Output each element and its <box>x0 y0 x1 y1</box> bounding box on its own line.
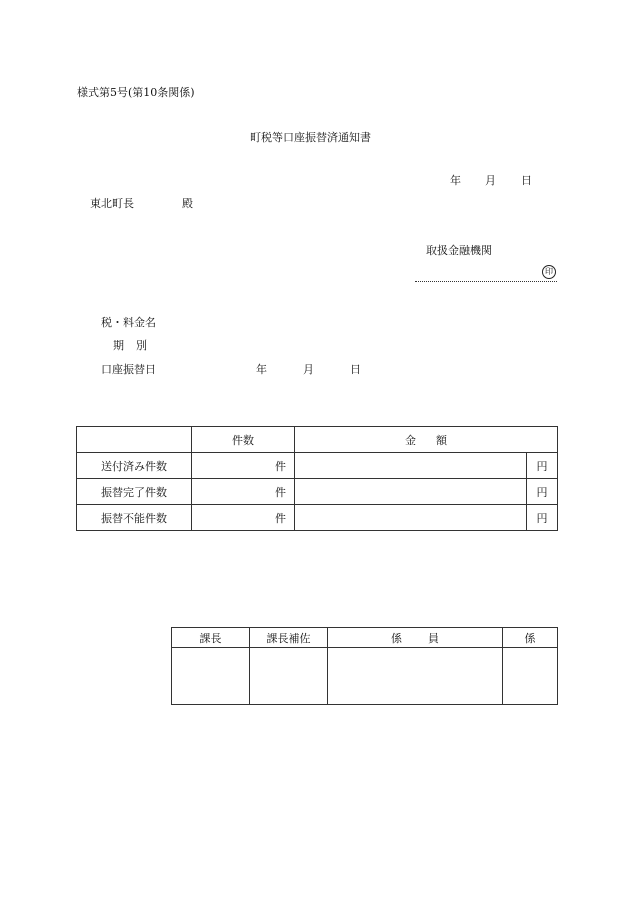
table-row <box>77 505 558 531</box>
amount-unit: 円 <box>527 479 558 505</box>
document-title: 町税等口座振替済通知書 <box>250 131 371 144</box>
stamp-box-deputy <box>250 648 328 705</box>
amount-unit: 円 <box>527 453 558 479</box>
summary-header-empty <box>77 427 192 453</box>
seal-icon: 印 <box>542 265 556 279</box>
addressee-honorific: 殿 <box>182 197 193 210</box>
institution-label: 取扱金融機関 <box>426 244 492 257</box>
approval-col-chief: 課長 <box>172 628 250 648</box>
count-unit: 件 <box>192 479 295 505</box>
approval-table <box>171 627 558 705</box>
approval-header-row <box>172 628 558 648</box>
date-day: 日 <box>521 174 532 187</box>
approval-col-staff <box>328 628 503 648</box>
stamp-box-staff <box>328 648 503 705</box>
amount-cell <box>295 479 527 505</box>
period-label-2: 別 <box>136 339 147 352</box>
header-amount-1: 金 <box>405 433 416 447</box>
tax-name-label: 税・料金名 <box>101 316 156 329</box>
amount-cell <box>295 505 527 531</box>
transfer-date-label: 口座振替日 <box>101 363 156 376</box>
date-month: 月 <box>485 174 496 187</box>
approval-col-staff-2: 員 <box>428 631 439 645</box>
amount-unit: 円 <box>527 505 558 531</box>
count-unit: 件 <box>192 505 295 531</box>
table-row <box>77 479 558 505</box>
summary-table <box>76 426 558 531</box>
transfer-date-day: 日 <box>350 363 361 376</box>
row-label-sent: 送付済み件数 <box>77 453 192 479</box>
form-number: 様式第5号(第10条関係) <box>77 86 195 99</box>
summary-header-row <box>77 427 558 453</box>
header-count: 件数 <box>192 427 295 453</box>
amount-cell <box>295 453 527 479</box>
signature-line <box>415 281 557 282</box>
approval-col-clerk: 係 <box>503 628 558 648</box>
period-label-1: 期 <box>113 339 124 352</box>
count-unit: 件 <box>192 453 295 479</box>
header-amount-2: 額 <box>436 433 447 447</box>
approval-stamp-row <box>172 648 558 705</box>
row-label-failed: 振替不能件数 <box>77 505 192 531</box>
stamp-box-chief <box>172 648 250 705</box>
date-year: 年 <box>450 174 461 187</box>
header-date <box>450 172 532 188</box>
addressee-name: 東北町長 <box>90 197 134 210</box>
approval-col-staff-1: 係 <box>391 631 402 645</box>
header-amount <box>295 427 558 453</box>
stamp-box-clerk <box>503 648 558 705</box>
row-label-completed: 振替完了件数 <box>77 479 192 505</box>
transfer-date-year: 年 <box>256 363 267 376</box>
transfer-date-month: 月 <box>303 363 314 376</box>
table-row <box>77 453 558 479</box>
approval-col-deputy: 課長補佐 <box>250 628 328 648</box>
